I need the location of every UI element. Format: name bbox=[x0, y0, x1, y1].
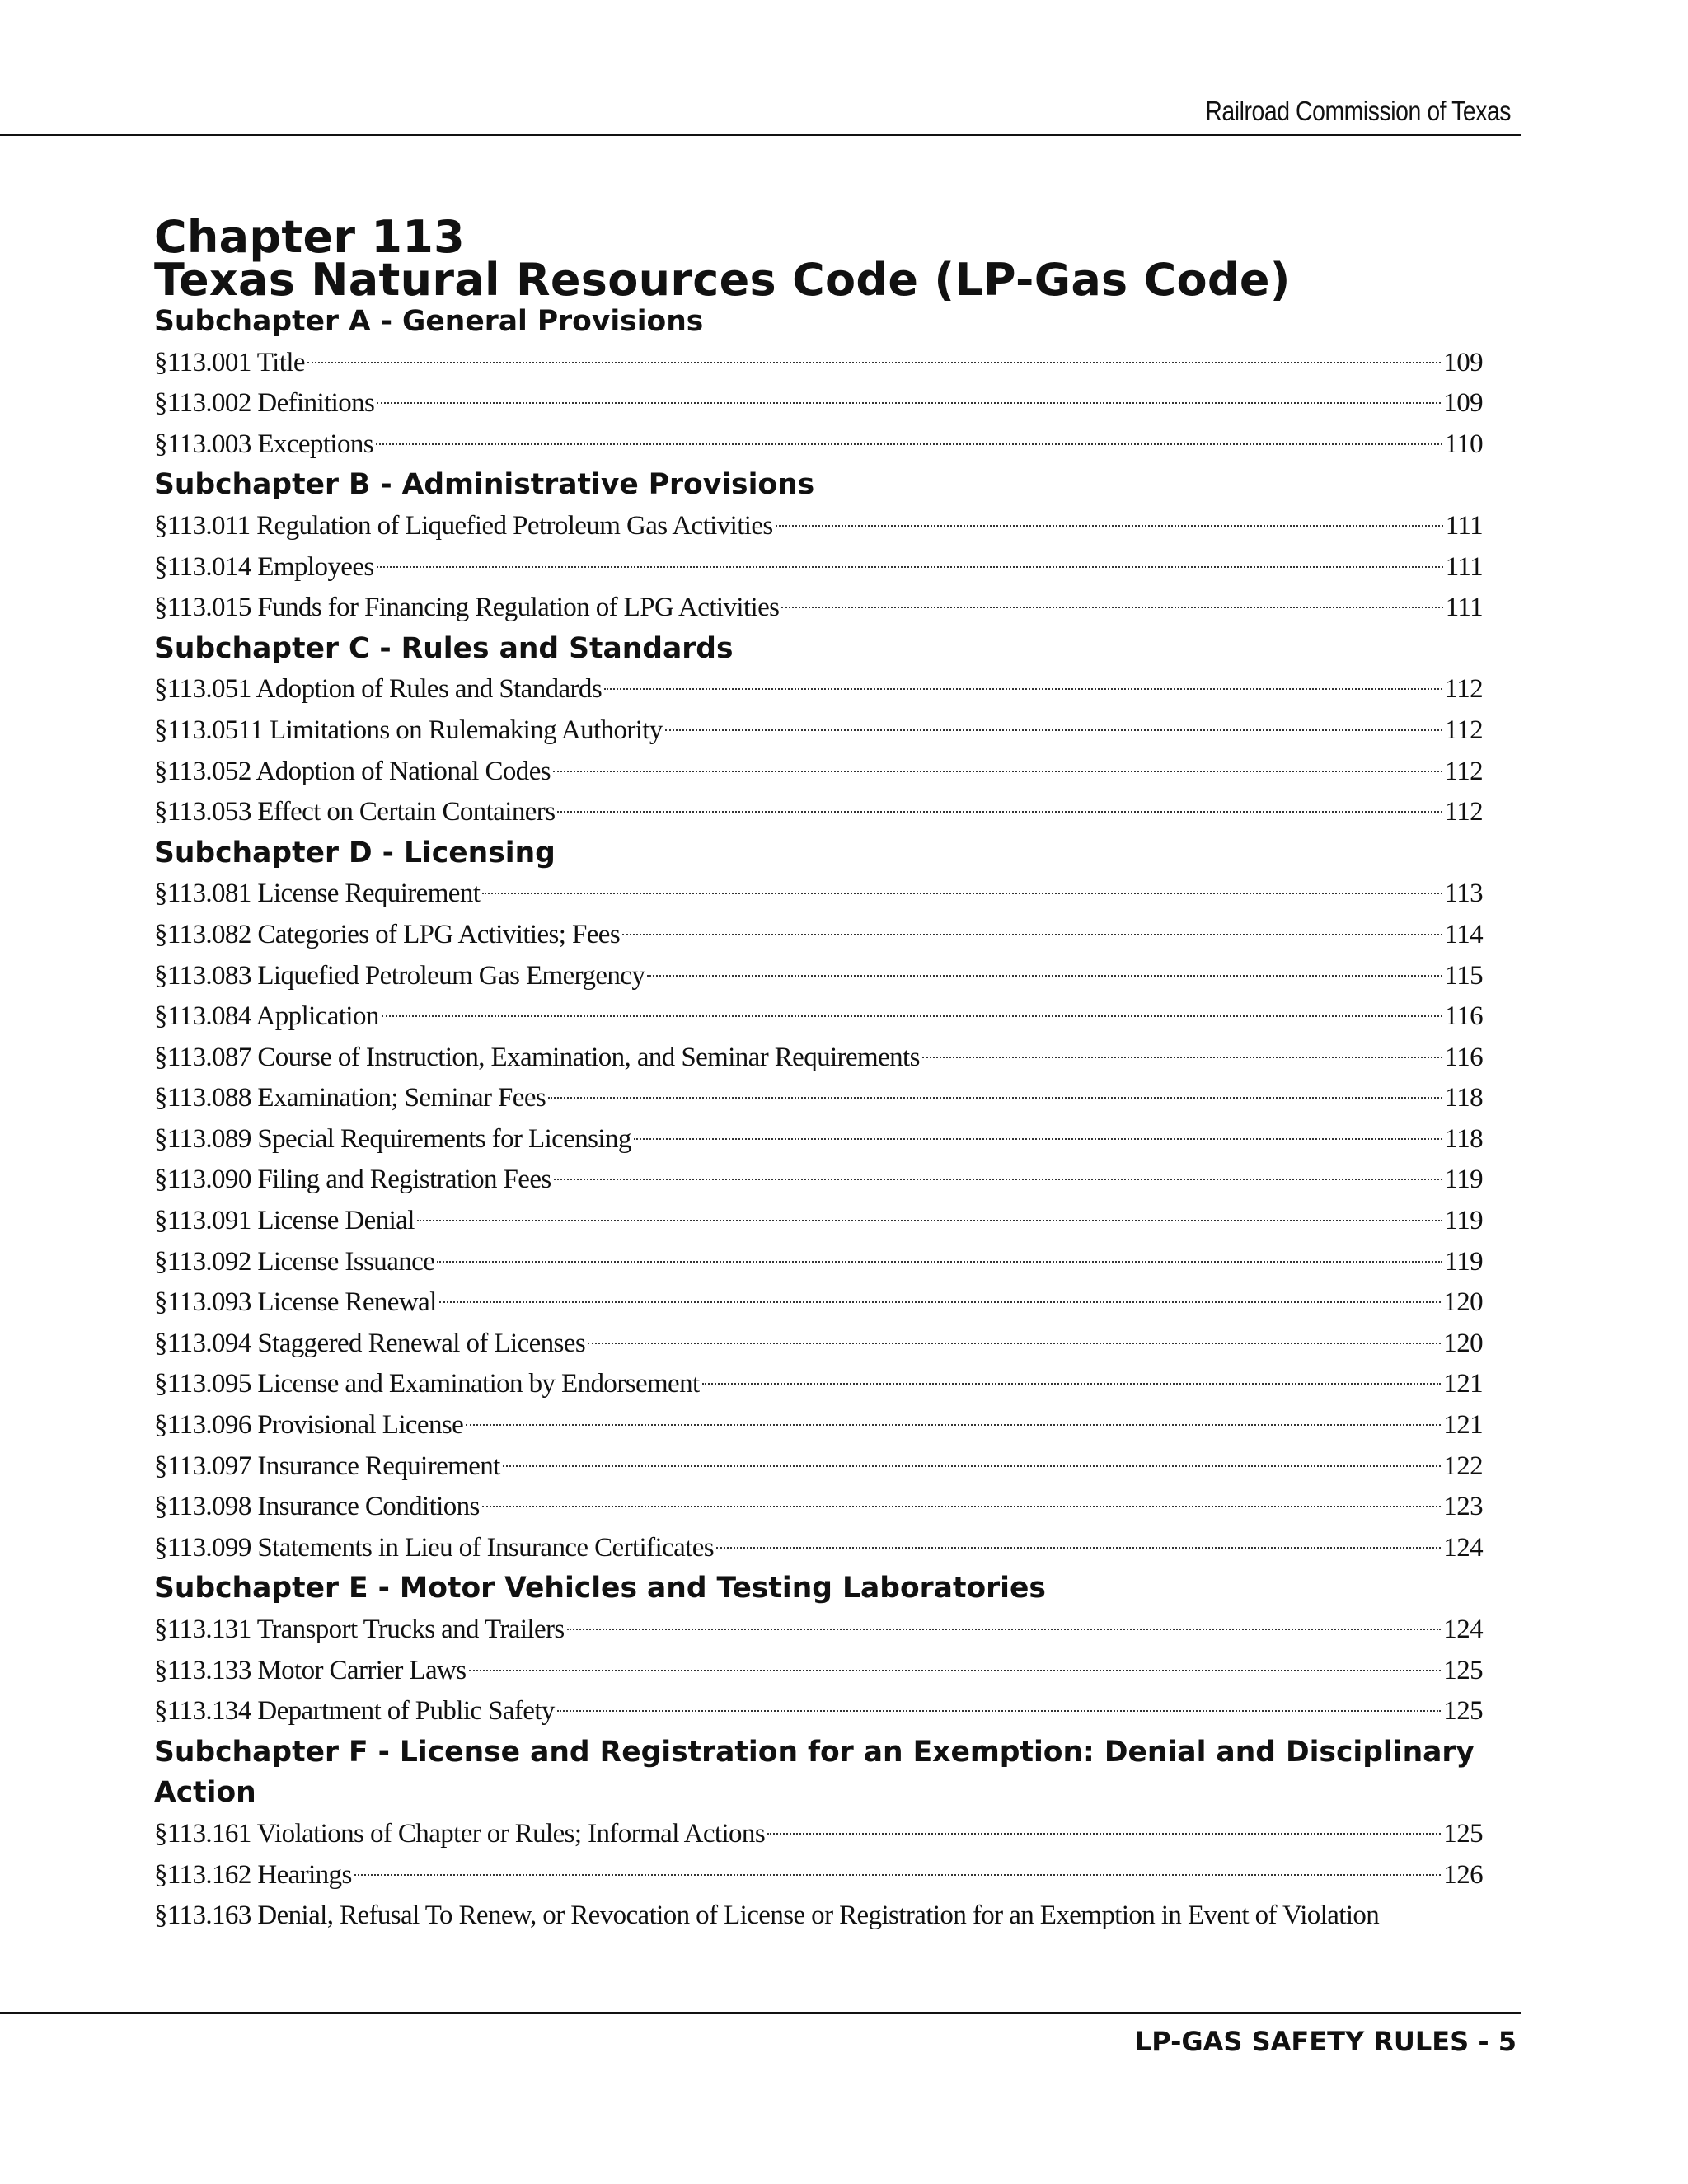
toc-entry-title: §113.089 Special Requirements for Licensing bbox=[154, 1123, 631, 1154]
toc-entry[interactable] bbox=[154, 1610, 1483, 1651]
toc-dot-leader bbox=[922, 1057, 1442, 1058]
toc-entry-page: 113 bbox=[1444, 879, 1483, 909]
toc-entry[interactable] bbox=[154, 1160, 1483, 1201]
toc-entry-page: 120 bbox=[1443, 1328, 1483, 1358]
toc-entry-page: 112 bbox=[1444, 797, 1483, 827]
toc-content bbox=[154, 211, 1483, 1937]
toc-dot-leader bbox=[776, 525, 1443, 527]
toc-entry[interactable] bbox=[154, 343, 1483, 384]
toc-entry[interactable] bbox=[154, 1201, 1483, 1242]
toc-dot-leader bbox=[377, 566, 1443, 568]
toc-entry-page: 119 bbox=[1444, 1165, 1483, 1195]
toc-entry[interactable] bbox=[154, 915, 1483, 956]
chapter-number: Chapter 113 bbox=[154, 211, 466, 263]
toc-entry-title: §113.084 Application bbox=[154, 1001, 379, 1032]
toc-dot-leader bbox=[553, 771, 1442, 772]
toc-entry[interactable] bbox=[154, 1242, 1483, 1283]
toc-dot-leader bbox=[702, 1383, 1442, 1385]
toc-entry[interactable] bbox=[154, 1038, 1483, 1079]
toc-dot-leader bbox=[376, 443, 1442, 445]
toc-entry-page: 115 bbox=[1444, 960, 1483, 991]
toc-entry-page: 111 bbox=[1445, 510, 1483, 541]
toc-dot-leader bbox=[439, 1301, 1442, 1303]
toc-dot-leader bbox=[354, 1874, 1442, 1876]
toc-dot-leader bbox=[781, 607, 1442, 608]
toc-entry[interactable] bbox=[154, 1896, 1483, 1937]
toc-entry-page: 122 bbox=[1443, 1451, 1483, 1481]
toc-entry[interactable] bbox=[154, 1651, 1483, 1692]
toc-entry[interactable] bbox=[154, 547, 1483, 588]
toc-entry-page: 112 bbox=[1444, 674, 1483, 705]
toc-dot-leader bbox=[557, 1710, 1441, 1712]
toc-entry-page: 114 bbox=[1444, 919, 1483, 949]
toc-entry-page: 109 bbox=[1443, 388, 1483, 419]
toc-dot-leader bbox=[548, 1097, 1442, 1099]
toc-entry[interactable] bbox=[154, 874, 1483, 915]
toc-list bbox=[154, 302, 1483, 1937]
toc-entry-title: §113.052 Adoption of National Codes bbox=[154, 756, 551, 786]
toc-entry-title: §113.053 Effect on Certain Containers bbox=[154, 797, 556, 827]
toc-entry-title: §113.088 Examination; Seminar Fees bbox=[154, 1083, 546, 1113]
toc-entry[interactable] bbox=[154, 506, 1483, 547]
toc-dot-leader bbox=[665, 729, 1442, 731]
toc-entry-title: §113.094 Staggered Renewal of Licenses bbox=[154, 1328, 586, 1358]
toc-entry-page: 121 bbox=[1443, 1410, 1483, 1441]
toc-entry-title: §113.093 License Renewal bbox=[154, 1287, 437, 1318]
toc-entry[interactable] bbox=[154, 588, 1483, 629]
footer-title: LP-GAS SAFETY RULES - 5 bbox=[1134, 2026, 1517, 2057]
toc-entry-title: §113.011 Regulation of Liquefied Petroleum Gas Activities bbox=[154, 510, 773, 541]
subchapter-heading: Subchapter D - Licensing bbox=[154, 836, 556, 869]
toc-entry-page: 118 bbox=[1444, 1123, 1483, 1154]
subchapter-heading: Subchapter C - Rules and Standards bbox=[154, 631, 734, 665]
toc-entry-title: §113.133 Motor Carrier Laws bbox=[154, 1655, 467, 1685]
toc-entry-title: §113.134 Department of Public Safety bbox=[154, 1696, 555, 1727]
subchapter-heading: Subchapter B - Administrative Provisions bbox=[154, 468, 815, 502]
toc-dot-leader bbox=[622, 934, 1442, 935]
toc-entry[interactable] bbox=[154, 424, 1483, 466]
toc-dot-leader bbox=[377, 402, 1441, 404]
footer-divider bbox=[0, 2012, 1521, 2014]
toc-entry-page: 121 bbox=[1443, 1369, 1483, 1399]
toc-entry[interactable] bbox=[154, 1282, 1483, 1324]
toc-entry-title: §113.092 License Issuance bbox=[154, 1246, 435, 1277]
toc-dot-leader bbox=[417, 1220, 1442, 1221]
toc-entry-title: §113.095 License and Examination by Endorsement bbox=[154, 1369, 700, 1399]
toc-entry-page: 125 bbox=[1443, 1655, 1483, 1685]
toc-dot-leader bbox=[469, 1670, 1442, 1671]
toc-entry-title: §113.015 Funds for Financing Regulation of LPG Activities bbox=[154, 593, 780, 623]
toc-entry[interactable] bbox=[154, 996, 1483, 1038]
subchapter-heading: Subchapter A - General Provisions bbox=[154, 305, 704, 338]
toc-entry-page: 111 bbox=[1445, 593, 1483, 623]
toc-entry-title: §113.162 Hearings bbox=[154, 1859, 352, 1890]
toc-entry[interactable] bbox=[154, 792, 1483, 833]
toc-entry[interactable] bbox=[154, 752, 1483, 793]
toc-entry-title: §113.087 Course of Instruction, Examination, and Seminar Requirements bbox=[154, 1042, 920, 1072]
toc-dot-leader bbox=[557, 811, 1442, 813]
toc-dot-leader bbox=[503, 1465, 1442, 1467]
toc-entry[interactable] bbox=[154, 1405, 1483, 1446]
toc-entry-title: §113.097 Insurance Requirement bbox=[154, 1451, 500, 1481]
toc-entry-page: 125 bbox=[1443, 1696, 1483, 1727]
toc-entry-title: §113.161 Violations of Chapter or Rules; Informal Actions bbox=[154, 1818, 766, 1849]
toc-dot-leader bbox=[604, 688, 1442, 690]
toc-entry[interactable] bbox=[154, 669, 1483, 710]
header-title: Railroad Commission of Texas bbox=[1205, 96, 1511, 126]
toc-entry-title: §113.096 Provisional License bbox=[154, 1410, 464, 1441]
toc-entry-title: §113.090 Filing and Registration Fees bbox=[154, 1165, 551, 1195]
toc-entry-page: 119 bbox=[1444, 1246, 1483, 1277]
toc-entry[interactable] bbox=[154, 1324, 1483, 1365]
toc-dot-leader bbox=[567, 1629, 1442, 1630]
toc-entry-title: §113.0511 Limitations on Rulemaking Authority bbox=[154, 715, 663, 745]
toc-entry-page: 111 bbox=[1445, 551, 1483, 582]
toc-dot-leader bbox=[634, 1138, 1442, 1140]
toc-entry-page: 124 bbox=[1443, 1615, 1483, 1644]
toc-entry-title: §113.163 Denial, Refusal To Renew, or Revocation of License or Registration for an Exemption in Event of Violation bbox=[154, 1900, 1380, 1931]
toc-entry-title: §113.051 Adoption of Rules and Standards bbox=[154, 674, 603, 705]
toc-dot-leader bbox=[482, 1506, 1442, 1507]
toc-dot-leader bbox=[588, 1343, 1441, 1344]
toc-entry-page: 123 bbox=[1443, 1492, 1483, 1522]
toc-entry-title: §113.081 License Requirement bbox=[154, 879, 481, 909]
toc-dot-leader bbox=[307, 362, 1441, 363]
toc-entry-page: 125 bbox=[1443, 1818, 1483, 1849]
toc-entry-title: §113.082 Categories of LPG Activities; Fees bbox=[154, 919, 621, 949]
toc-entry-page: 126 bbox=[1443, 1859, 1483, 1890]
toc-dot-leader bbox=[482, 893, 1442, 894]
toc-dot-leader bbox=[437, 1261, 1442, 1263]
toc-entry-title: §113.091 License Denial bbox=[154, 1206, 415, 1236]
toc-entry[interactable] bbox=[154, 956, 1483, 997]
toc-entry-page: 116 bbox=[1444, 1001, 1483, 1032]
toc-entry[interactable] bbox=[154, 1078, 1483, 1119]
toc-entry-page: 120 bbox=[1443, 1287, 1483, 1318]
header-divider bbox=[0, 134, 1521, 136]
toc-entry-page: 112 bbox=[1444, 715, 1483, 745]
toc-entry-title: §113.001 Title bbox=[154, 347, 305, 377]
toc-entry[interactable] bbox=[154, 383, 1483, 424]
toc-entry[interactable] bbox=[154, 1119, 1483, 1160]
toc-dot-leader bbox=[466, 1424, 1441, 1426]
toc-entry[interactable] bbox=[154, 1487, 1483, 1528]
toc-entry[interactable] bbox=[154, 1855, 1483, 1896]
toc-entry[interactable] bbox=[154, 1446, 1483, 1488]
toc-entry[interactable] bbox=[154, 1364, 1483, 1405]
toc-entry-title: §113.098 Insurance Conditions bbox=[154, 1492, 480, 1522]
toc-dot-leader bbox=[647, 975, 1442, 977]
toc-entry-title: §113.083 Liquefied Petroleum Gas Emergency bbox=[154, 960, 645, 991]
toc-entry[interactable] bbox=[154, 1814, 1483, 1855]
toc-entry-title: §113.014 Employees bbox=[154, 551, 374, 582]
toc-entry[interactable] bbox=[154, 1528, 1483, 1569]
toc-dot-leader bbox=[554, 1179, 1442, 1180]
toc-entry-title: §113.099 Statements in Lieu of Insurance Certificates bbox=[154, 1532, 715, 1563]
toc-dot-leader bbox=[716, 1547, 1441, 1549]
subchapter-heading: Subchapter F - License and Registration for an Exemption: Denial and Disciplinary Action bbox=[154, 1735, 1475, 1810]
toc-entry-page: 112 bbox=[1444, 756, 1483, 786]
toc-entry-page: 118 bbox=[1444, 1083, 1483, 1113]
toc-dot-leader bbox=[767, 1833, 1441, 1835]
chapter-title: Texas Natural Resources Code (LP-Gas Code) bbox=[154, 254, 1291, 306]
toc-entry-title: §113.003 Exceptions bbox=[154, 429, 374, 459]
toc-entry-title: §113.131 Transport Trucks and Trailers bbox=[154, 1615, 565, 1644]
toc-entry-page: 110 bbox=[1444, 429, 1483, 459]
subchapter-heading: Subchapter E - Motor Vehicles and Testing Laboratories bbox=[154, 1572, 1046, 1605]
toc-entry[interactable] bbox=[154, 710, 1483, 752]
toc-entry-page: 109 bbox=[1443, 347, 1483, 377]
toc-entry-title: §113.002 Definitions bbox=[154, 388, 375, 419]
toc-entry-page: 119 bbox=[1444, 1206, 1483, 1236]
toc-entry[interactable] bbox=[154, 1691, 1483, 1732]
toc-entry-page: 124 bbox=[1443, 1532, 1483, 1563]
toc-entry-page: 116 bbox=[1444, 1042, 1483, 1072]
toc-dot-leader bbox=[382, 1015, 1442, 1017]
